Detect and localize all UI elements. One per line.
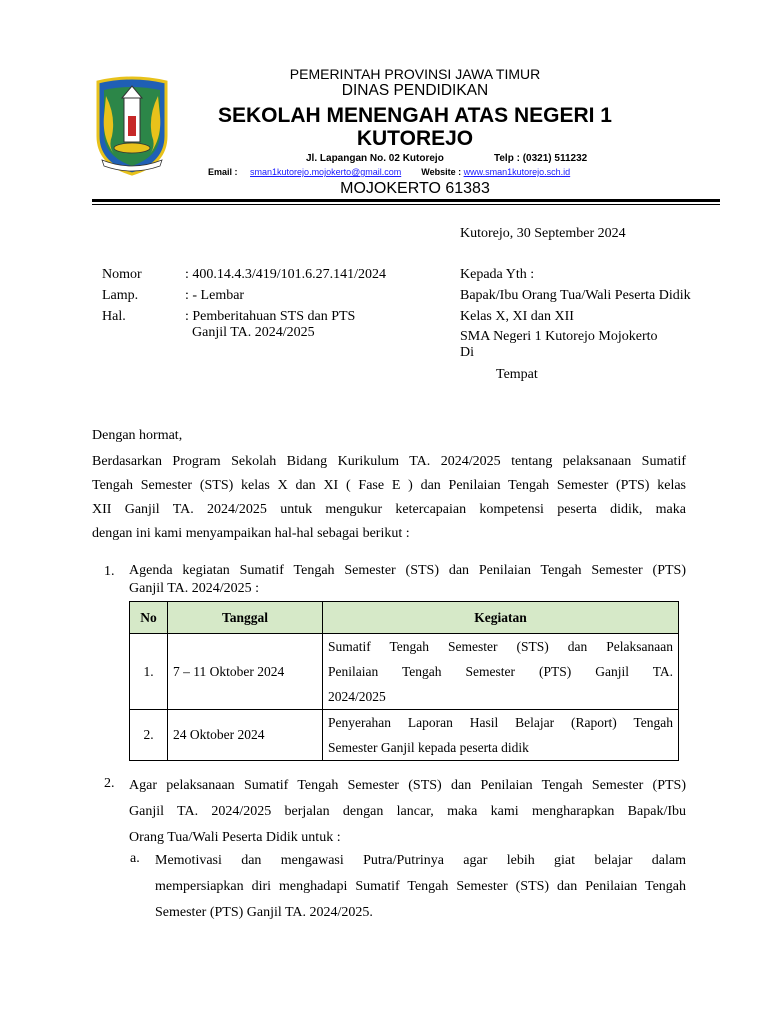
col-header-tanggal: Tanggal (168, 602, 323, 634)
nomor-label: Nomor (102, 267, 142, 282)
item1-text (129, 562, 686, 598)
agenda-table (129, 601, 679, 761)
recipient-line: Bapak/Ibu Orang Tua/Wali Peserta Didik (460, 288, 691, 303)
greeting: Dengan hormat, (92, 428, 183, 443)
item2-text (129, 773, 686, 851)
table-header-row (130, 602, 679, 634)
recipient-line: Di (460, 345, 474, 360)
website-label: Website : (421, 167, 462, 177)
recipient-line: SMA Negeri 1 Kutorejo Mojokerto (460, 329, 658, 344)
kegiatan-line: Semester Ganjil kepada peserta didik (328, 740, 529, 755)
item-number: 1. (104, 564, 115, 579)
nomor-value: : 400.14.4.3/419/101.6.27.141/2024 (185, 267, 387, 282)
item1-line: Ganjil TA. 2024/2025 : (129, 581, 260, 596)
item-letter: a. (130, 851, 140, 866)
cell-tanggal: 24 Oktober 2024 (168, 710, 323, 761)
item2-line: Orang Tua/Wali Peserta Didik untuk : (129, 830, 341, 845)
table-row (130, 634, 679, 710)
recipient-salutation: Kepada Yth : (460, 267, 535, 282)
col-header-kegiatan: Kegiatan (323, 602, 679, 634)
cell-tanggal: 7 – 11 Oktober 2024 (168, 634, 323, 710)
header-school-name-2: KUTOREJO (356, 127, 474, 150)
item2-line: Agar pelaksanaan Sumatif Tengah Semester (STS) dan Penilaian Tengah Semester (PTS) (129, 778, 686, 793)
item2a-text (155, 848, 686, 926)
header-school-name: SEKOLAH MENENGAH ATAS NEGERI 1 (218, 104, 612, 127)
intro-line: Berdasarkan Program Sekolah Bidang Kurikulum TA. 2024/2025 tentang pelaksanaan Sumatif (92, 454, 686, 469)
kegiatan-line: Sumatif Tengah Semester (STS) dan Pelaksanaan (328, 639, 673, 654)
kegiatan-line: Penyerahan Laporan Hasil Belajar (Raport) Tengah (328, 715, 673, 730)
email-label: Email : (208, 167, 238, 177)
kegiatan-line: Penilaian Tengah Semester (PTS) Ganjil TA. (328, 664, 673, 679)
intro-paragraph (92, 450, 686, 546)
item2a-line: mempersiapkan diri menghadapi Sumatif Tengah Semester (STS) dan Penilaian Tengah (155, 879, 686, 894)
header-city: MOJOKERTO 61383 (340, 180, 490, 197)
hal-label: Hal. (102, 309, 126, 324)
cell-no: 1. (130, 634, 168, 710)
recipient-line: Kelas X, XI dan XII (460, 309, 574, 324)
hal-value: : Pemberitahuan STS dan PTS (185, 309, 356, 324)
header-department: DINAS PENDIDIKAN (341, 82, 489, 99)
header-address: Jl. Lapangan No. 02 Kutorejo (306, 153, 444, 164)
recipient-place: Tempat (496, 367, 538, 382)
website-link[interactable]: www.sman1kutorejo.sch.id (463, 167, 571, 177)
cell-no: 2. (130, 710, 168, 761)
intro-line: XII Ganjil TA. 2024/2025 untuk mengukur ketercapaian kompetensi peserta didik, maka (92, 502, 686, 517)
table-row (130, 710, 679, 761)
header-rule-thin (92, 204, 720, 205)
cell-kegiatan (323, 634, 679, 710)
header-contact-row (208, 167, 570, 177)
item2a-line: Memotivasi dan mengawasi Putra/Putrinya agar lebih giat belajar dalam (155, 853, 686, 868)
cell-kegiatan (323, 710, 679, 761)
item-number: 2. (104, 776, 115, 791)
item2a-line: Semester (PTS) Ganjil TA. 2024/2025. (155, 905, 373, 920)
kegiatan-line: 2024/2025 (328, 689, 386, 704)
header-province: PEMERINTAH PROVINSI JAWA TIMUR (289, 66, 541, 82)
jawa-timur-emblem (92, 76, 172, 176)
intro-line: Tengah Semester (STS) kelas X dan XI ( Fase E ) dan Penilaian Tengah Semester (PTS) kelas (92, 478, 686, 493)
col-header-no: No (130, 602, 168, 634)
email-link[interactable]: sman1kutorejo.mojokerto@gmail.com (250, 167, 402, 177)
intro-line: dengan ini kami menyampaikan hal-hal sebagai berikut : (92, 526, 410, 541)
header-phone: Telp : (0321) 511232 (494, 153, 588, 164)
header-rule-thick (92, 199, 720, 202)
letterhead (0, 0, 768, 210)
letter-date: Kutorejo, 30 September 2024 (460, 226, 626, 241)
lamp-label: Lamp. (102, 288, 139, 303)
item2-line: Ganjil TA. 2024/2025 berjalan dengan lancar, maka kami mengharapkan Bapak/Ibu (129, 804, 686, 819)
item1-line: Agenda kegiatan Sumatif Tengah Semester (STS) dan Penilaian Tengah Semester (PTS) (129, 563, 686, 578)
hal-value-cont: Ganjil TA. 2024/2025 (192, 325, 315, 340)
lamp-value: : - Lembar (185, 288, 245, 303)
